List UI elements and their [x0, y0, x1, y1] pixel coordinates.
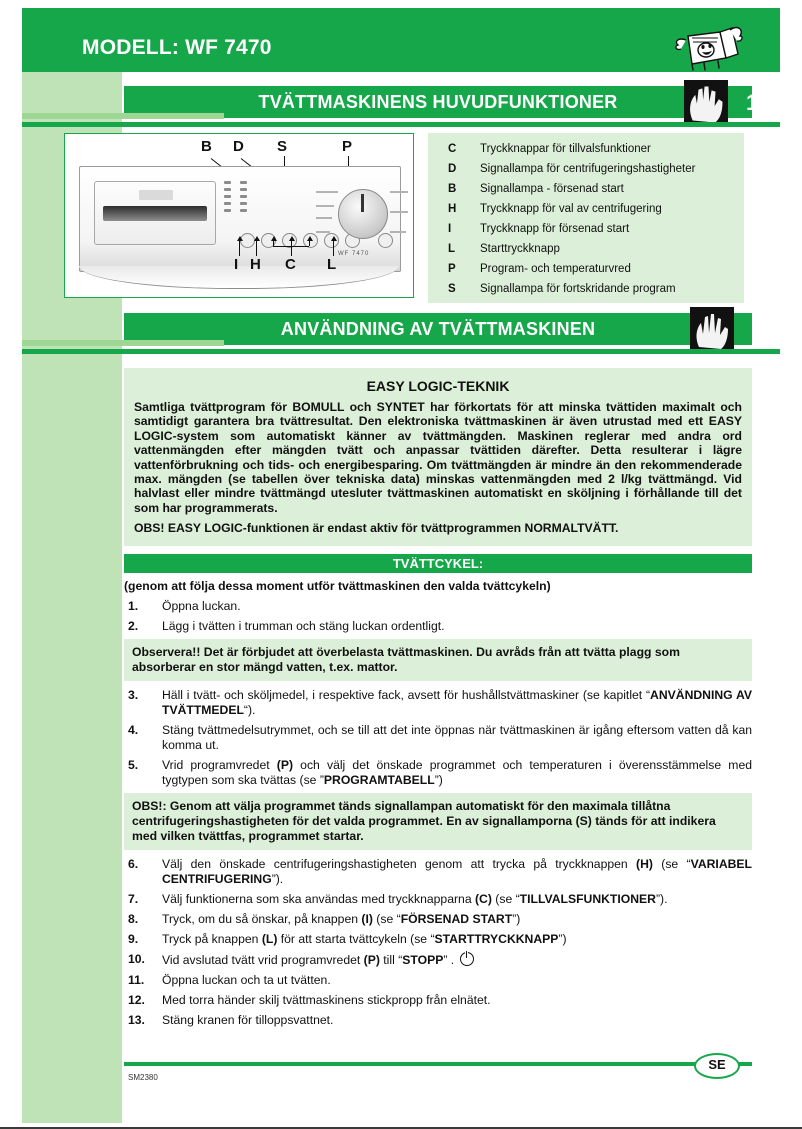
legend-key: S: [448, 283, 456, 295]
step-number: 6.: [128, 856, 139, 871]
power-symbol-icon: [460, 952, 474, 966]
pale-rule-left: [22, 113, 224, 119]
list-item: [124, 758, 752, 788]
legend-panel: [428, 133, 744, 303]
step-text: Stäng tvättmedelsutrymmet, och se till att det inte öppnas när tvättmaskinen är igång eftersom vatten då kan komma ut.: [162, 722, 752, 752]
step-text: Häll i tvätt- och sköljmedel, i respektive fack, avsett för hushållstvättmaskiner (se kapitlet “ANVÄNDNING AV TVÄTTMEDEL“).: [162, 687, 752, 717]
list-item: [124, 1013, 752, 1028]
legend-key: D: [448, 163, 457, 175]
legend-text: Program- och temperaturvred: [480, 263, 631, 275]
green-rule-top: [22, 122, 780, 127]
list-item: [124, 857, 752, 887]
legend-item: [428, 203, 744, 223]
easy-logic-paragraph-1: Samtliga tvättprogram för BOMULL och SYNTET har förkortats för att minska tvättiden maximalt och samtidigt garantera bra tvättresultat. Den elektroniska tvättmaskinen är även utrustad med ett EASY LOGIC-system som automatiskt känner av tvättmängden. Maskinen reglerar med andra ord vattenmängden efter mängden tvätt och anpassar tvättiden därefter. Detta resulterar i lägre vattenförbrukning och tids- och energibesparing. Om tvättmängden är mindre än den rekommenderade max. mängden (se tabellen över tekniska data) minskas vattenmängden med 2 l/kg tvättmängd. Vid halvlast eller mindre tvättmängd utesluter tvättmaskinen automatiskt en sköljning i förhållande till det som har programmerats.: [134, 400, 742, 515]
legend-text: Signallampa - försenad start: [480, 183, 624, 195]
step-number: 4.: [128, 722, 139, 737]
step-text: Öppna luckan.: [162, 598, 241, 613]
cycle-steps-list: [124, 599, 752, 634]
step-number: 7.: [128, 891, 139, 906]
step-text: Tryck på knappen (L) för att starta tvättcykeln (se “STARTTRYCKKNAPP”): [162, 931, 567, 946]
step-number: 3.: [128, 687, 139, 702]
diagram-label-D: D: [233, 138, 244, 155]
footer-rule: [124, 1062, 752, 1066]
step-text: Välj funktionerna som ska användas med tryckknapparna (C) (se “TILLVALSFUNKTIONER”).: [162, 891, 668, 906]
step-number: 9.: [128, 931, 139, 946]
section2-title: ANVÄNDNING AV TVÄTTMASKINEN: [280, 319, 596, 339]
page-title: MODELL: WF 7470: [82, 36, 272, 59]
control-panel-diagram: [64, 133, 414, 298]
step-number: 11.: [128, 972, 145, 987]
list-item: [124, 932, 752, 947]
step-number: 13.: [128, 1012, 145, 1027]
machine-door: [94, 181, 216, 245]
easy-logic-panel: [124, 368, 752, 546]
legend-item: [428, 163, 744, 183]
step-text: Välj den önskade centrifugeringshastigheten genom att trycka på tryckknappen (H) (se “VARIABEL CENTRIFUGERING”).: [162, 856, 752, 886]
cycle-steps-list-2: [124, 688, 752, 788]
legend-item: [428, 223, 744, 243]
list-item: [124, 619, 752, 634]
legend-item: [428, 183, 744, 203]
step-text: Med torra händer skilj tvättmaskinens stickpropp från elnätet.: [162, 992, 491, 1007]
pale-rule-left-2: [22, 340, 224, 346]
list-item: [124, 688, 752, 718]
pointing-hand-icon: [690, 307, 734, 351]
legend-key: B: [448, 183, 457, 195]
step-text: Vid avslutad tvätt vrid programvredet (P) till “STOPP” .: [162, 952, 455, 967]
note-overload: [124, 639, 752, 681]
pointing-hand-icon: [684, 80, 728, 124]
step-text: Öppna luckan och ta ut tvätten.: [162, 972, 331, 987]
step-number: 10.: [128, 951, 145, 966]
list-item: [124, 973, 752, 988]
note-obs: [124, 793, 752, 850]
legend-text: Signallampa för centrifugeringshastigheter: [480, 163, 696, 175]
document-id: SM2380: [128, 1073, 158, 1082]
step-number: 1.: [128, 598, 139, 613]
washing-machine-mascot-icon: [662, 24, 748, 74]
step-text: Vrid programvredet (P) och välj det önskade programmet och temperaturen i överensstämmelse med tygtypen som ska tvättas (se ”PROGRAMTABELL”): [162, 757, 752, 787]
legend-key: H: [448, 203, 457, 215]
step-text: Lägg i tvätten i trumman och stäng luckan ordentligt.: [162, 618, 445, 633]
legend-key: C: [448, 143, 457, 155]
legend-item: [428, 143, 744, 163]
note-obs-text: OBS!: Genom att välja programmet tänds signallampan automatiskt för den maximala tillåtna centrifugeringshastigheten för det valda programmet. En av signallamporna (S) tänds för att indikera med vilken tvättfas, programmet startar.: [132, 798, 716, 843]
cycle-bar-title: TVÄTTCYKEL:: [124, 554, 752, 573]
diagram-label-H: H: [250, 256, 261, 273]
legend-text: Signallampa för fortskridande program: [480, 283, 676, 295]
masthead-banner: [22, 8, 780, 72]
list-item: [124, 599, 752, 614]
leader-S-stem: [284, 156, 285, 166]
diagram-label-S: S: [277, 138, 288, 155]
list-item: [124, 723, 752, 753]
cycle-intro: (genom att följa dessa moment utför tvättmaskinen den valda tvättcykeln): [124, 578, 551, 593]
list-item: [124, 912, 752, 927]
step-text: Stäng kranen för tilloppsvattnet.: [162, 1012, 334, 1027]
legend-text: Tryckknappar för tillvalsfunktioner: [480, 143, 651, 155]
step-text: Tryck, om du så önskar, på knappen (I) (se “FÖRSENAD START”): [162, 911, 521, 926]
note-overload-text: Observera!! Det är förbjudet att överbelasta tvättmaskinen. Du avråds från att tvätta plagg som absorberar en stor mängd vatten, t.ex. mattor.: [132, 644, 680, 674]
step-number: 2.: [128, 618, 139, 633]
green-rule-mid: [22, 349, 780, 354]
legend-text: Tryckknapp för försenad start: [480, 223, 630, 235]
diagram-label-L: L: [327, 256, 337, 273]
legend-item: [428, 283, 744, 303]
list-item: [124, 993, 752, 1008]
step-number: 8.: [128, 911, 139, 926]
legend-key: P: [448, 263, 456, 275]
list-item: [124, 892, 752, 907]
diagram-label-C: C: [285, 256, 296, 273]
legend-item: [428, 243, 744, 263]
section1-title: TVÄTTMASKINENS HUVUDFUNKTIONER: [258, 92, 618, 112]
cycle-steps-list-3: [124, 857, 752, 1028]
easy-logic-paragraph-2: OBS! EASY LOGIC-funktionen är endast aktiv för tvättprogrammen NORMALTVÄTT.: [134, 521, 619, 536]
easy-logic-title: EASY LOGIC-TEKNIK: [366, 378, 510, 394]
legend-text: Starttryckknapp: [480, 243, 560, 255]
diagram-label-P: P: [342, 138, 353, 155]
legend-key: I: [448, 223, 452, 235]
legend-item: [428, 263, 744, 283]
diagram-label-B: B: [201, 138, 212, 155]
page-number: 1: [746, 90, 759, 115]
diagram-label-I: I: [234, 256, 239, 273]
step-number: 12.: [128, 992, 145, 1007]
machine-model-text: WF 7470: [338, 251, 370, 257]
machine-illustration: [79, 166, 399, 288]
legend-text: Tryckknapp för val av centrifugering: [480, 203, 662, 215]
main-content: [124, 368, 752, 1033]
step-number: 5.: [128, 757, 139, 772]
legend-key: L: [448, 243, 456, 255]
list-item: [124, 952, 752, 968]
status-badge: SE: [694, 1053, 740, 1079]
